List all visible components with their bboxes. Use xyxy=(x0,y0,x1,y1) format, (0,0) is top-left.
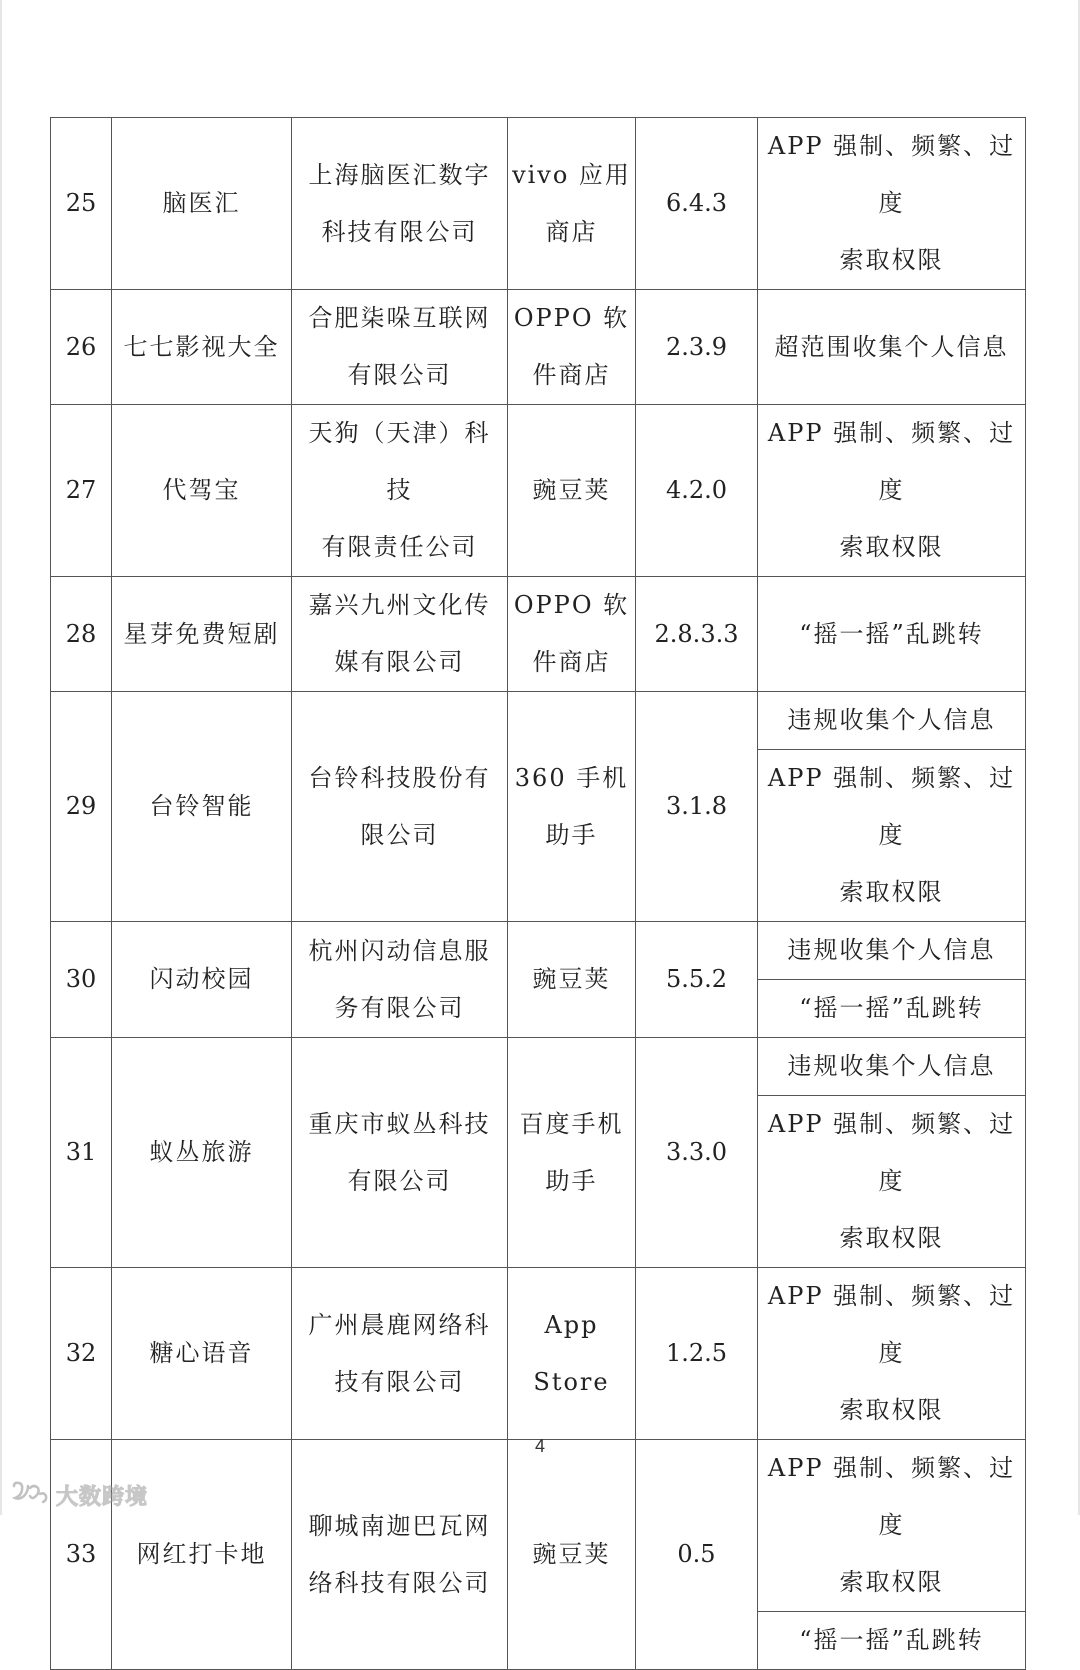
company-line: 有限责任公司 xyxy=(321,533,478,561)
company-line: 限公司 xyxy=(360,820,439,849)
app-version: 4.2.0 xyxy=(636,405,758,577)
issue-text: 违规收集个人信息 xyxy=(787,706,996,734)
app-store xyxy=(508,1268,636,1440)
table-row xyxy=(51,922,1026,980)
app-version: 5.5.2 xyxy=(636,922,758,1038)
issue-cell xyxy=(758,692,1026,750)
developer-company xyxy=(292,1268,508,1440)
app-name: 闪动校园 xyxy=(112,922,292,1038)
app-name: 糖心语音 xyxy=(112,1268,292,1440)
issue-text: APP 强制、频繁、过度 xyxy=(767,1110,1016,1195)
app-version: 1.2.5 xyxy=(636,1268,758,1440)
store-line: 豌豆荚 xyxy=(532,476,611,504)
company-line: 合肥柒哚互联网 xyxy=(308,304,491,332)
company-line: 务有限公司 xyxy=(334,993,465,1022)
company-line: 嘉兴九州文化传 xyxy=(308,591,491,619)
issue-text: 违规收集个人信息 xyxy=(787,1052,996,1080)
company-line: 络科技有限公司 xyxy=(308,1568,491,1597)
row-number: 27 xyxy=(51,405,112,577)
issue-cell xyxy=(758,290,1026,405)
app-store xyxy=(508,1440,636,1670)
app-name: 七七影视大全 xyxy=(112,290,292,405)
row-number: 32 xyxy=(51,1268,112,1440)
issue-text: 索取权限 xyxy=(839,878,944,906)
developer-company xyxy=(292,290,508,405)
issue-text: APP 强制、频繁、过度 xyxy=(767,1454,1016,1539)
table-row xyxy=(51,118,1026,290)
app-version: 2.3.9 xyxy=(636,290,758,405)
row-number: 33 xyxy=(51,1440,112,1670)
issue-cell xyxy=(758,577,1026,692)
store-line: App Store xyxy=(533,1310,610,1396)
developer-company xyxy=(292,405,508,577)
app-name: 脑医汇 xyxy=(112,118,292,290)
issue-text: APP 强制、频繁、过度 xyxy=(767,132,1016,217)
issue-text: 索取权限 xyxy=(839,1224,944,1252)
app-store xyxy=(508,290,636,405)
issue-cell xyxy=(758,1440,1026,1612)
issue-text: APP 强制、频繁、过度 xyxy=(767,419,1016,504)
company-line: 有限公司 xyxy=(347,1166,452,1195)
issue-text: 索取权限 xyxy=(839,1396,944,1424)
issue-text: 超范围收集个人信息 xyxy=(774,332,1009,361)
company-line: 技有限公司 xyxy=(334,1367,465,1396)
app-store xyxy=(508,118,636,290)
issue-text: “摇一摇”乱跳转 xyxy=(799,619,984,648)
issue-cell xyxy=(758,750,1026,922)
page-number: 4 xyxy=(534,1436,545,1456)
company-line: 科技有限公司 xyxy=(321,217,478,246)
table-row xyxy=(51,405,1026,577)
store-line: 豌豆荚 xyxy=(532,965,611,993)
app-name: 网红打卡地 xyxy=(112,1440,292,1670)
issue-text: 索取权限 xyxy=(839,246,944,274)
table-row xyxy=(51,1038,1026,1096)
app-store xyxy=(508,1038,636,1268)
issue-text: “摇一摇”乱跳转 xyxy=(799,994,984,1022)
row-number: 29 xyxy=(51,692,112,922)
row-number: 30 xyxy=(51,922,112,1038)
issue-text: 索取权限 xyxy=(839,533,944,561)
app-name: 星芽免费短剧 xyxy=(112,577,292,692)
store-line: 助手 xyxy=(545,1166,598,1195)
table-row xyxy=(51,577,1026,692)
developer-company xyxy=(292,922,508,1038)
row-number: 26 xyxy=(51,290,112,405)
issue-cell xyxy=(758,1096,1026,1268)
app-name: 代驾宝 xyxy=(112,405,292,577)
company-line: 有限公司 xyxy=(347,361,452,389)
app-version: 3.1.8 xyxy=(636,692,758,922)
table-row xyxy=(51,692,1026,750)
app-version: 6.4.3 xyxy=(636,118,758,290)
developer-company xyxy=(292,1440,508,1670)
app-version: 2.8.3.3 xyxy=(636,577,758,692)
issue-cell xyxy=(758,980,1026,1038)
store-line: 百度手机 xyxy=(519,1109,624,1138)
company-line: 聊城南迦巴瓦网 xyxy=(308,1511,491,1540)
developer-company xyxy=(292,1038,508,1268)
app-name: 蚁丛旅游 xyxy=(112,1038,292,1268)
row-number: 28 xyxy=(51,577,112,692)
company-line: 媒有限公司 xyxy=(334,648,465,676)
developer-company xyxy=(292,692,508,922)
app-name: 台铃智能 xyxy=(112,692,292,922)
issue-cell xyxy=(758,1268,1026,1440)
company-line: 重庆市蚁丛科技 xyxy=(308,1109,491,1138)
store-line: 360 手机 xyxy=(514,763,629,792)
company-line: 天狗（天津）科技 xyxy=(308,419,491,504)
company-line: 台铃科技股份有 xyxy=(308,763,491,792)
issue-text: 违规收集个人信息 xyxy=(787,936,996,964)
table-row xyxy=(51,1268,1026,1440)
store-line: OPPO 软 xyxy=(513,591,630,619)
store-line: 件商店 xyxy=(532,361,611,389)
store-line: 助手 xyxy=(545,820,598,849)
issue-cell xyxy=(758,1612,1026,1670)
app-version: 0.5 xyxy=(636,1440,758,1670)
issue-text: APP 强制、频繁、过度 xyxy=(767,764,1016,849)
company-line: 杭州闪动信息服 xyxy=(308,936,491,965)
issue-cell xyxy=(758,118,1026,290)
store-line: vivo 应用 xyxy=(512,160,631,189)
issue-cell xyxy=(758,922,1026,980)
issue-text: “摇一摇”乱跳转 xyxy=(799,1626,984,1654)
watermark xyxy=(10,1478,148,1512)
store-line: 豌豆荚 xyxy=(532,1540,611,1568)
issue-cell xyxy=(758,1038,1026,1096)
company-line: 上海脑医汇数字 xyxy=(308,160,491,189)
store-line: 商店 xyxy=(545,217,598,246)
store-line: OPPO 软 xyxy=(513,304,630,332)
store-line: 件商店 xyxy=(532,648,611,676)
app-store xyxy=(508,692,636,922)
app-store xyxy=(508,922,636,1038)
app-store xyxy=(508,405,636,577)
issue-cell xyxy=(758,405,1026,577)
issue-text: APP 强制、频繁、过度 xyxy=(767,1282,1016,1367)
company-line: 广州晨鹿网络科 xyxy=(308,1310,491,1339)
watermark-text: 大数跨境 xyxy=(56,1484,149,1510)
row-number: 25 xyxy=(51,118,112,290)
issue-text: 索取权限 xyxy=(839,1568,944,1596)
table-row xyxy=(51,1440,1026,1612)
developer-company xyxy=(292,118,508,290)
app-store xyxy=(508,577,636,692)
app-version: 3.3.0 xyxy=(636,1038,758,1268)
row-number: 31 xyxy=(51,1038,112,1268)
watermark-logo-icon xyxy=(10,1480,50,1510)
developer-company xyxy=(292,577,508,692)
table-row xyxy=(51,290,1026,405)
